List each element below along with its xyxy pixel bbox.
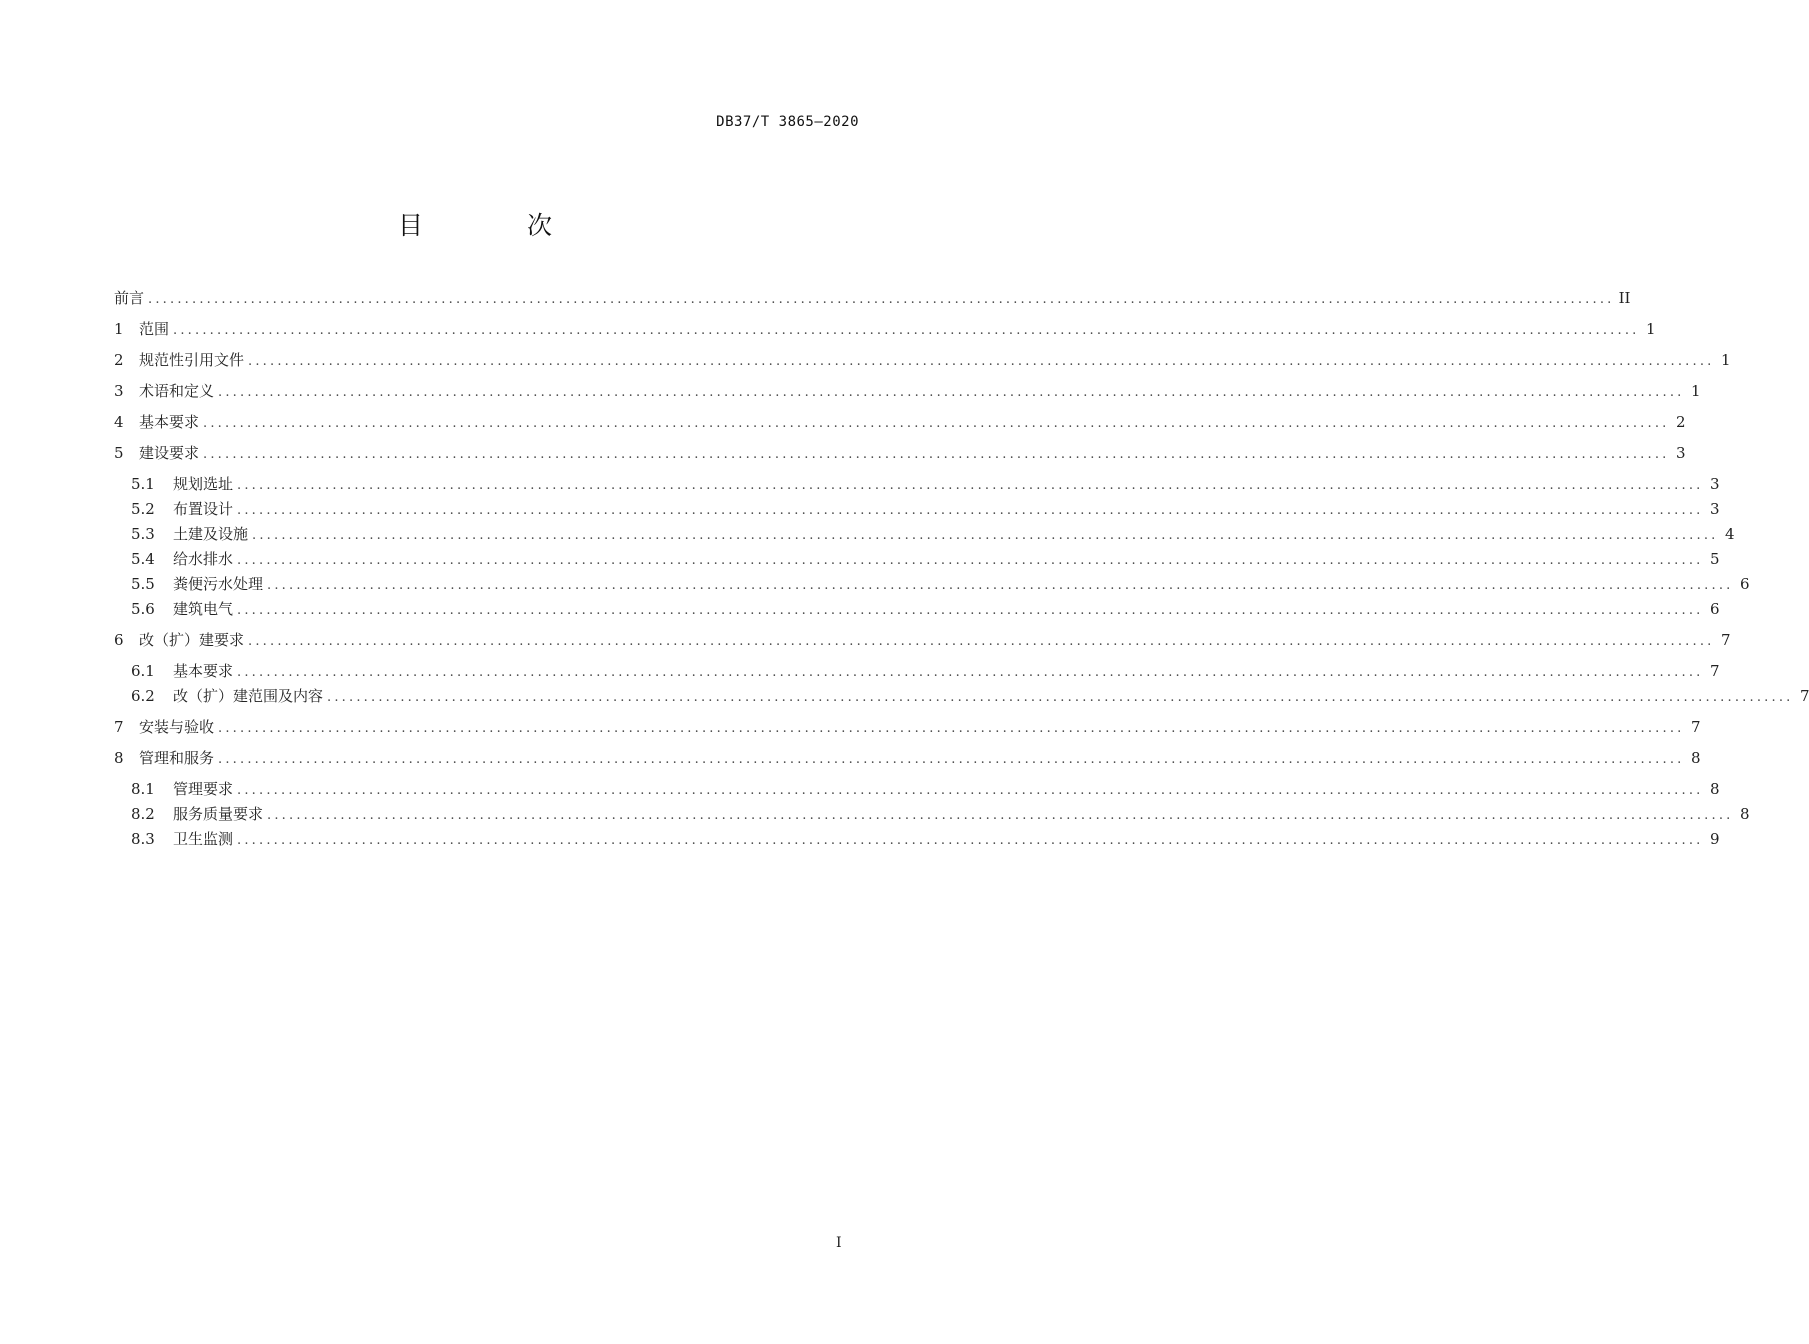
- toc-leader-dots: ........................................................................................................................................................................................................: [267, 808, 1734, 823]
- toc-entry-number: 3: [114, 382, 124, 400]
- toc-entry-page: 8: [1709, 780, 1720, 798]
- toc-entry-page: 8: [1690, 749, 1701, 767]
- toc-entry[interactable]: [114, 572, 1750, 597]
- toc-entry[interactable]: [114, 628, 1731, 653]
- toc-entry-number: 8: [114, 749, 124, 767]
- toc-entry-number: 1: [114, 320, 124, 338]
- toc-leader-dots: ........................................................................................................................................................................................................: [173, 323, 1640, 338]
- toc-leader-dots: ........................................................................................................................................................................................................: [327, 690, 1794, 705]
- toc-entry[interactable]: [114, 802, 1750, 827]
- toc-entry-page: 7: [1709, 662, 1720, 680]
- toc-leader-dots: ........................................................................................................................................................................................................: [252, 528, 1719, 543]
- toc-entry-page: 5: [1709, 550, 1720, 568]
- toc-entry-number: 8.2: [131, 805, 155, 823]
- toc-entry-page: 7: [1799, 687, 1809, 705]
- toc-entry-label: 规划选址: [173, 475, 234, 493]
- toc-entry-label: 给水排水: [173, 550, 234, 568]
- toc-entry-page: 3: [1709, 475, 1720, 493]
- toc-entry-number: 8.3: [131, 830, 155, 848]
- toc-entry-page: 9: [1709, 830, 1720, 848]
- toc-leader-dots: ........................................................................................................................................................................................................: [248, 354, 1715, 369]
- toc-entry-number: 5.4: [131, 550, 155, 568]
- toc-entry-label: 布置设计: [173, 500, 234, 518]
- toc-entry[interactable]: [114, 547, 1720, 572]
- toc-entry-page: 1: [1690, 382, 1701, 400]
- toc-entry[interactable]: [114, 659, 1720, 684]
- toc-entry-label: 改（扩）建范围及内容: [173, 687, 324, 705]
- toc-entry-number: 5.1: [131, 475, 155, 493]
- toc-entry[interactable]: [114, 777, 1720, 802]
- toc-leader-dots: ........................................................................................................................................................................................................: [237, 503, 1704, 518]
- toc-leader-dots: ........................................................................................................................................................................................................: [218, 385, 1685, 400]
- toc-entry-page: 6: [1739, 575, 1750, 593]
- toc-leader-dots: ........................................................................................................................................................................................................: [203, 416, 1670, 431]
- toc-entry-number: 8.1: [131, 780, 155, 798]
- toc-leader-dots: ........................................................................................................................................................................................................: [248, 634, 1715, 649]
- toc-entry[interactable]: [114, 715, 1701, 740]
- toc-entry-number: 5.6: [131, 600, 155, 618]
- toc-leader-dots: ........................................................................................................................................................................................................: [237, 553, 1704, 568]
- toc-entry-label: 基本要求: [139, 413, 200, 431]
- toc-entry-page: 7: [1720, 631, 1731, 649]
- toc-entry-label: 前言: [114, 289, 145, 307]
- toc-entry-label: 安装与验收: [139, 718, 215, 736]
- toc-entry-label: 范围: [139, 320, 170, 338]
- toc-entry-label: 管理要求: [173, 780, 234, 798]
- toc-entry-label: 建筑电气: [173, 600, 234, 618]
- toc-leader-dots: ........................................................................................................................................................................................................: [148, 292, 1615, 307]
- toc-entry-page: 1: [1720, 351, 1731, 369]
- toc-entry-label: 管理和服务: [139, 749, 215, 767]
- toc-entry[interactable]: [114, 317, 1656, 342]
- toc-entry-label: 规范性引用文件: [139, 351, 245, 369]
- toc-entry-label: 改（扩）建要求: [139, 631, 245, 649]
- table-of-contents: [114, 286, 1809, 852]
- toc-entry[interactable]: [114, 522, 1735, 547]
- toc-entry-number: 6.2: [131, 687, 155, 705]
- toc-title: 目 次: [398, 211, 600, 240]
- toc-entry-label: 基本要求: [173, 662, 234, 680]
- toc-entry[interactable]: [114, 348, 1731, 373]
- toc-entry[interactable]: [114, 441, 1686, 466]
- toc-entry[interactable]: [114, 379, 1701, 404]
- toc-leader-dots: ........................................................................................................................................................................................................: [237, 665, 1704, 680]
- page-number: I: [836, 1235, 842, 1251]
- toc-leader-dots: ........................................................................................................................................................................................................: [218, 752, 1685, 767]
- toc-entry-number: 4: [114, 413, 124, 431]
- toc-entry-label: 粪便污水处理: [173, 575, 264, 593]
- toc-leader-dots: ........................................................................................................................................................................................................: [237, 833, 1704, 848]
- toc-entry-number: 5.2: [131, 500, 155, 518]
- toc-leader-dots: ........................................................................................................................................................................................................: [203, 447, 1670, 462]
- toc-entry-number: 6.1: [131, 662, 155, 680]
- toc-entry-label: 卫生监测: [173, 830, 234, 848]
- toc-entry-page: 7: [1690, 718, 1701, 736]
- toc-entry-page: 3: [1675, 444, 1686, 462]
- toc-entry[interactable]: [114, 827, 1720, 852]
- toc-entry-number: 2: [114, 351, 124, 369]
- toc-entry-number: 7: [114, 718, 124, 736]
- toc-entry-page: 2: [1675, 413, 1686, 431]
- toc-entry-number: 5: [114, 444, 124, 462]
- toc-entry-page: 3: [1709, 500, 1720, 518]
- toc-entry-number: 5.5: [131, 575, 155, 593]
- toc-leader-dots: ........................................................................................................................................................................................................: [237, 603, 1704, 618]
- toc-entry[interactable]: [114, 410, 1686, 435]
- toc-entry[interactable]: [114, 472, 1720, 497]
- toc-entry-label: 术语和定义: [139, 382, 215, 400]
- toc-entry[interactable]: [114, 746, 1701, 771]
- toc-entry-page: 6: [1709, 600, 1720, 618]
- toc-entry-label: 服务质量要求: [173, 805, 264, 823]
- toc-entry-label: 建设要求: [139, 444, 200, 462]
- toc-entry[interactable]: [114, 286, 1631, 311]
- toc-entry-page: 1: [1645, 320, 1656, 338]
- standard-code: DB37/T 3865—2020: [716, 114, 859, 130]
- toc-entry-page: 8: [1739, 805, 1750, 823]
- toc-entry[interactable]: [114, 497, 1720, 522]
- toc-entry[interactable]: [114, 597, 1720, 622]
- toc-leader-dots: ........................................................................................................................................................................................................: [218, 721, 1685, 736]
- toc-entry-number: 6: [114, 631, 124, 649]
- toc-entry-number: 5.3: [131, 525, 155, 543]
- toc-entry-label: 土建及设施: [173, 525, 249, 543]
- toc-leader-dots: ........................................................................................................................................................................................................: [267, 578, 1734, 593]
- toc-leader-dots: ........................................................................................................................................................................................................: [237, 478, 1704, 493]
- toc-entry-page: 4: [1724, 525, 1735, 543]
- toc-entry-page: II: [1618, 289, 1631, 307]
- toc-leader-dots: ........................................................................................................................................................................................................: [237, 783, 1704, 798]
- toc-entry[interactable]: [114, 684, 1809, 709]
